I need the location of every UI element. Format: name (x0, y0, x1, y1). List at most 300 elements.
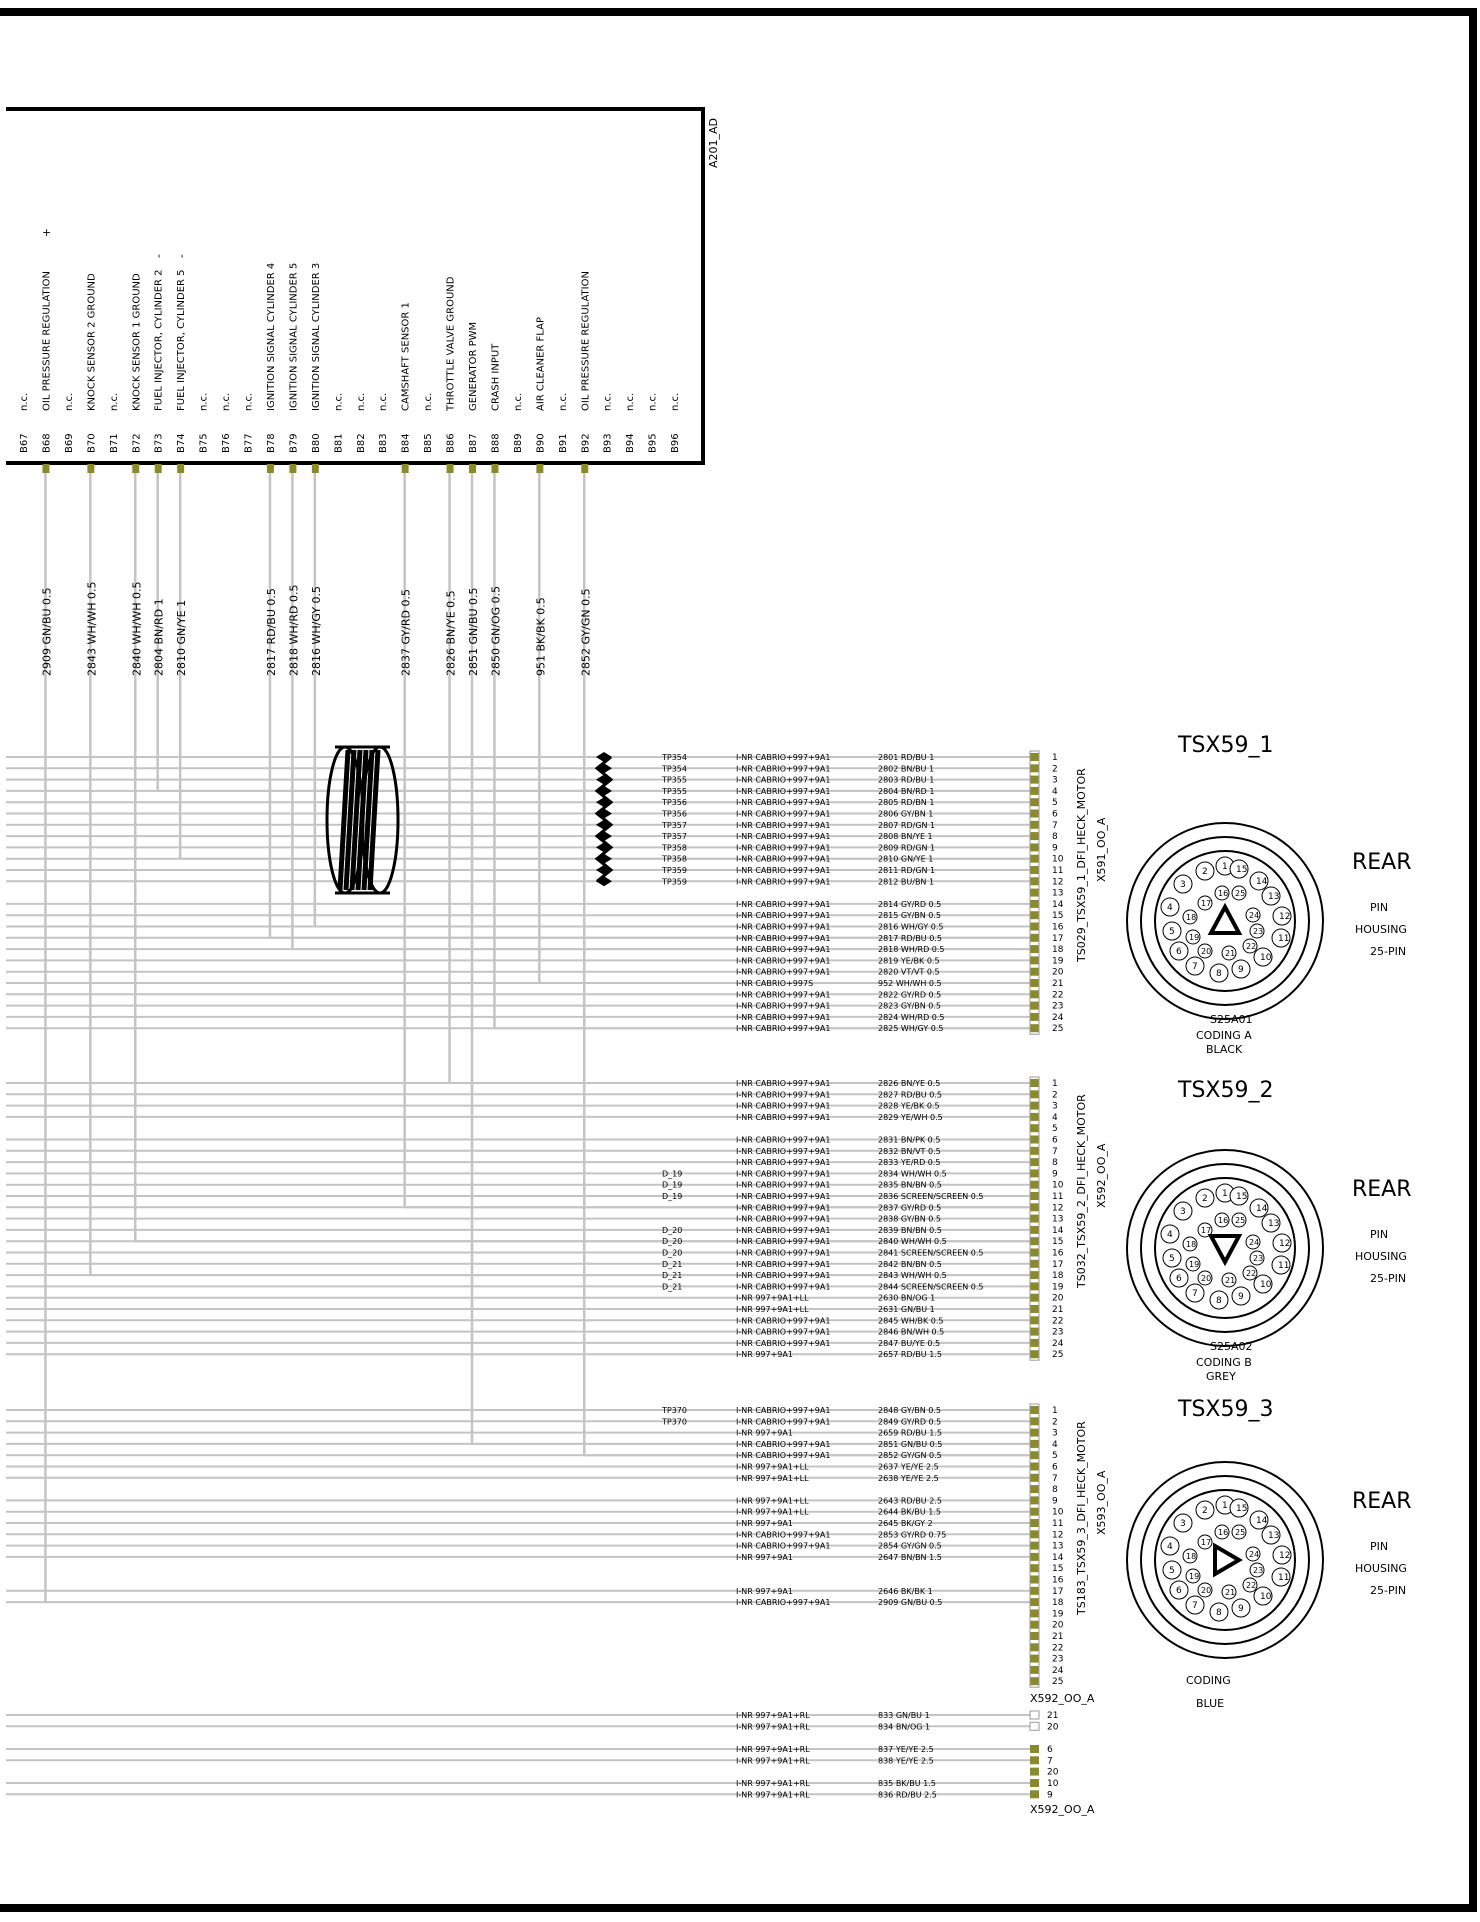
connector-title: TSX59_3 (1178, 1397, 1274, 1422)
connector-pin-hole-number: 1 (1222, 1189, 1228, 1199)
connector-pin-hole-number: 23 (1253, 1566, 1264, 1575)
pin-terminal (1030, 1282, 1039, 1290)
pin-terminal (1030, 1339, 1039, 1347)
harness-label: I-NR CABRIO+997+9A1 (736, 1598, 831, 1608)
coding-arrow (1211, 1236, 1239, 1262)
connector-pin-number: 17 (1052, 933, 1064, 944)
ecu-pin-b77: B77 (243, 433, 255, 453)
connector-pin-number: 17 (1052, 1586, 1064, 1597)
extra-pin-terminal (1030, 1722, 1039, 1730)
ecu-pin-b91: B91 (557, 433, 569, 453)
connector-pin-number: 22 (1052, 1316, 1064, 1327)
ecu-pin-b67: B67 (19, 433, 30, 453)
connector-pin-hole-number: 1 (1222, 862, 1228, 872)
wire-spec: 2808 BN/YE 1 (878, 832, 933, 842)
ecu-pin-label-b90: AIR CLEANER FLAP (535, 317, 547, 411)
connector-pin-number: 20 (1052, 1620, 1064, 1631)
pin-terminal (1030, 1451, 1039, 1459)
wire-spec: 952 WH/WH 0.5 (878, 979, 942, 988)
harness-label: I-NR CABRIO+997+9A1 (736, 922, 831, 932)
pin-terminal (1030, 956, 1039, 964)
ecu-pin-label-b76: n.c. (221, 392, 233, 411)
connector-pin-number: 12 (1052, 877, 1064, 888)
connector-pin-number: 9 (1052, 843, 1058, 854)
connector-pin-hole-number: 15 (1236, 865, 1248, 875)
wire-spec: 2801 RD/BU 1 (878, 753, 935, 762)
ecu-pin-terminal (402, 464, 409, 473)
pin-terminal (1030, 877, 1039, 885)
ecu-pin-terminal (312, 464, 319, 473)
ecu-pin-b85: B85 (423, 433, 435, 453)
wire-spec: 2802 BN/BU 1 (878, 764, 935, 774)
connector-pin-number: 5 (1052, 798, 1058, 809)
connector-pin-hole-number: 20 (1201, 1586, 1212, 1595)
connector-pin-number: 25 (1052, 1350, 1064, 1361)
wire-spec: 2630 BN/OG 1 (878, 1293, 936, 1303)
extra-group-xlabel: X592_OO_A (1030, 1692, 1095, 1705)
ecu-pin-b81: B81 (333, 433, 345, 453)
splice-node (596, 763, 612, 773)
ecu-pin-label-b88: CRASH INPUT (490, 343, 502, 411)
connector-pin-number: 7 (1052, 1146, 1058, 1157)
pin-terminal (1030, 798, 1039, 806)
harness-label: I-NR 997+9A1 (736, 1552, 793, 1562)
connector-pin-hole-number: 17 (1201, 1538, 1212, 1547)
ecu-pin-terminal (87, 464, 94, 473)
pin-terminal (1030, 1666, 1039, 1674)
connector-pin-hole-number: 19 (1189, 1260, 1200, 1269)
harness-label: I-NR CABRIO+997+9A1 (736, 945, 831, 955)
pin-terminal (1030, 1203, 1039, 1211)
wire-spec: 2637 YE/YE 2.5 (878, 1462, 939, 1472)
connector-pin-hole-number: 23 (1253, 927, 1264, 936)
wire-labels (40, 582, 592, 676)
pin-terminal (1030, 1079, 1039, 1087)
connector-info: PIN (1370, 901, 1389, 914)
splice-label: TP357 (662, 820, 687, 830)
connector-pin-number: 24 (1052, 1012, 1064, 1023)
pin-terminal (1030, 1519, 1039, 1527)
wire-spec: 2852 GY/GN 0.5 (878, 1451, 942, 1461)
wire-spec: 2644 BK/BU 1.5 (878, 1507, 941, 1517)
connector-pin-hole-number: 25 (1235, 1528, 1246, 1537)
connector-pin-number: 6 (1052, 1135, 1058, 1146)
connector-pin-number: 20 (1052, 1293, 1064, 1304)
wire-spec: 2843 WH/WH 0.5 (878, 1271, 947, 1281)
pin-terminal (1030, 1002, 1039, 1010)
extra-pin-terminal (1030, 1756, 1039, 1764)
pin-terminal (1030, 1350, 1039, 1358)
ecu-pin-label-b79: IGNITION SIGNAL CYLINDER 5 (288, 262, 300, 411)
ecu-wire-label: 2826 BN/YE 0.5 (444, 590, 458, 676)
splice-label: D_20 (662, 1225, 683, 1235)
pin-terminal (1030, 900, 1039, 908)
ecu-pin-label-b70: KNOCK SENSOR 2 GROUND (86, 273, 98, 411)
connector-part-number: S25A02 (1210, 1340, 1253, 1353)
wire-spec: 2805 RD/BN 1 (878, 798, 935, 808)
connector-pin-number: 2 (1052, 1417, 1058, 1428)
connector-pin-number: 19 (1052, 956, 1064, 967)
connector-rear-label: REAR (1352, 850, 1412, 875)
pin-terminal (1030, 1271, 1039, 1279)
pin-terminal (1030, 911, 1039, 919)
pin-terminal (1030, 1226, 1039, 1234)
splice-label: TP354 (662, 753, 687, 762)
wire-spec: 2839 BN/BN 0.5 (878, 1225, 942, 1235)
connector-pin-hole-number: 11 (1278, 1261, 1290, 1271)
pin-terminal (1030, 1158, 1039, 1166)
connector-pin-hole-number: 13 (1268, 1531, 1280, 1541)
pin-terminal (1030, 889, 1039, 897)
wire-spec: 2838 GY/BN 0.5 (878, 1214, 942, 1224)
pin-terminal (1030, 1643, 1039, 1651)
connector-title: TSX59_1 (1178, 733, 1274, 758)
extra-wire-spec: 838 YE/YE 2.5 (878, 1756, 934, 1766)
connector-pin-hole-number: 25 (1235, 1216, 1246, 1225)
ecu-pin-label-b74: FUEL INJECTOR, CYLINDER 5 (176, 269, 188, 411)
connector-pin-number: 4 (1052, 1112, 1058, 1123)
connector-pin-hole-number: 20 (1201, 1274, 1212, 1283)
harness-label: I-NR CABRIO+997+9A1 (736, 832, 831, 842)
ecu-pin-label-b71: n.c. (108, 392, 120, 411)
wire-spec: 2851 GN/BU 0.5 (878, 1439, 943, 1449)
ecu-pin-terminal (155, 464, 162, 473)
ecu-pin-b93: B93 (602, 433, 614, 453)
connector-pin-number: 13 (1052, 1214, 1064, 1225)
harness-label: I-NR 997+9A1 (736, 1519, 793, 1528)
ecu-pin-b83: B83 (378, 433, 390, 453)
ecu-pin-label-b84: CAMSHAFT SENSOR 1 (400, 302, 412, 411)
connector-pin-number: 23 (1052, 1327, 1064, 1338)
connector-pin-hole-number: 24 (1249, 911, 1260, 920)
ecu-pin-label-b80: IGNITION SIGNAL CYLINDER 3 (310, 262, 322, 411)
connector-pin-number: 18 (1052, 945, 1064, 956)
wire-spec: 2825 WH/GY 0.5 (878, 1024, 944, 1034)
connector-pin-number: 10 (1052, 1507, 1064, 1518)
ecu-pin-b74: B74 (176, 433, 188, 453)
pin-terminal (1030, 1013, 1039, 1021)
ecu-pin-label-b94: n.c. (625, 392, 637, 411)
wire-spec: 2837 GY/RD 0.5 (878, 1203, 942, 1213)
ecu-wire-label: 2850 GN/OG 0.5 (489, 585, 503, 676)
connector-pin-number: 20 (1052, 967, 1064, 978)
connector-xlabel: X592_OO_A (1095, 1143, 1108, 1208)
wire-spec: 2659 RD/BU 1.5 (878, 1428, 942, 1438)
connector-pin-hole-number: 10 (1260, 953, 1272, 963)
connector-pin-number: 3 (1052, 1101, 1058, 1112)
splice-label: TP357 (662, 832, 687, 842)
wire-spec: 2827 RD/BU 0.5 (878, 1090, 942, 1100)
connector-coding: CODING B (1196, 1356, 1252, 1369)
connector-pin-number: 24 (1052, 1665, 1064, 1676)
ecu-pin-terminal (132, 464, 139, 473)
harness-label: I-NR CABRIO+997+9A1 (736, 798, 831, 808)
connector-pin-number: 6 (1052, 1462, 1058, 1473)
harness-label: I-NR CABRIO+997+9A1 (736, 809, 831, 819)
ecu-pin-terminal (581, 464, 588, 473)
pin-terminal (1030, 1587, 1039, 1595)
extra-harness-label: I-NR 997+9A1+RL (736, 1779, 810, 1788)
wire-spec: 2833 YE/RD 0.5 (878, 1158, 941, 1168)
connector-pin-hole-number: 23 (1253, 1254, 1264, 1263)
wire-spec: 2849 GY/RD 0.5 (878, 1417, 942, 1427)
pin-terminal (1030, 1024, 1039, 1032)
wire-spec: 2854 GY/GN 0.5 (878, 1541, 942, 1551)
harness-label: I-NR CABRIO+997+9A1 (736, 1451, 831, 1461)
ecu-wire-label: 951 BK/BK 0.5 (534, 597, 548, 676)
ecu-pin-terminal (491, 464, 498, 473)
connector-pin-number: 25 (1052, 1024, 1064, 1035)
ecu-pin-label-b96: n.c. (670, 392, 682, 411)
wire-spec: 2631 GN/BU 1 (878, 1305, 935, 1314)
ecu-pin-b76: B76 (221, 433, 233, 453)
connector-pin-number: 18 (1052, 1271, 1064, 1282)
splice-label: TP359 (662, 877, 687, 887)
splice-label: D_20 (662, 1248, 683, 1258)
splice-label: TP354 (662, 764, 687, 774)
connector-vertical-label: TS183_TSX59_3_DFI_HECK_MOTOR (1075, 1421, 1088, 1615)
wire-spec: 2848 GY/BN 0.5 (878, 1406, 942, 1415)
pin-terminal (1030, 1294, 1039, 1302)
pin-terminal (1030, 1316, 1039, 1324)
harness-label: I-NR CABRIO+997+9A1 (736, 911, 831, 921)
connector-pin-number: 13 (1052, 888, 1064, 899)
connector-pin-hole-number: 17 (1201, 1226, 1212, 1235)
connector-pin-number: 7 (1052, 1473, 1058, 1484)
wire-spec: 2844 SCREEN/SCREEN 0.5 (878, 1282, 984, 1292)
connector-pin-hole-number: 3 (1180, 880, 1186, 890)
connector-pin-hole-number: 12 (1279, 912, 1291, 922)
ecu-pin-label-b91: n.c. (557, 392, 569, 411)
ecu-pin-b80: B80 (310, 433, 322, 453)
extra-pin-number: 7 (1047, 1756, 1053, 1767)
connector-pin-number: 1 (1052, 1079, 1058, 1089)
harness-label: I-NR CABRIO+997+9A1 (736, 1225, 831, 1235)
ecu-pin-b68: B68 (41, 433, 53, 453)
ecu-wire-label: 2818 WH/RD 0.5 (287, 584, 301, 676)
extra-pin-terminal (1030, 1711, 1039, 1719)
connector-pin-hole-number: 5 (1169, 1566, 1175, 1576)
wire-spec: 2820 VT/VT 0.5 (878, 967, 940, 977)
pin-terminal (1030, 934, 1039, 942)
connector-pin-number: 3 (1052, 1428, 1058, 1439)
wire-spec: 2824 WH/RD 0.5 (878, 1012, 945, 1022)
pin-terminal (1030, 1609, 1039, 1617)
pin-terminal (1030, 764, 1039, 772)
ecu-pin-terminal (536, 464, 543, 473)
extra-harness-label: I-NR 997+9A1+RL (736, 1756, 810, 1766)
splice-label: TP370 (662, 1417, 687, 1427)
connector-pin-number: 2 (1052, 764, 1058, 775)
ecu-pin-label-b75: n.c. (198, 392, 210, 411)
connector-info: PIN (1370, 1228, 1389, 1241)
harness-label: I-NR CABRIO+997+9A1 (736, 1237, 831, 1247)
ecu-pin-b90: B90 (535, 433, 547, 453)
connector-title: TSX59_2 (1178, 1078, 1274, 1103)
connector-pin-hole-number: 4 (1167, 1542, 1173, 1552)
pin-terminal (1030, 1305, 1039, 1313)
connector-pin-hole-number: 13 (1268, 892, 1280, 902)
harness-label: I-NR 997+9A1 (736, 1428, 793, 1438)
wire-spec: 2840 WH/WH 0.5 (878, 1237, 947, 1247)
connector-pin-number: 11 (1052, 1519, 1064, 1529)
ecu-wire-label: 2817 RD/BU 0.5 (264, 588, 278, 676)
extra-wire-spec: 834 BN/OG 1 (878, 1722, 931, 1732)
ecu-wire-label: 2852 GY/GN 0.5 (579, 588, 593, 676)
connector-pin-number: 15 (1052, 1564, 1064, 1575)
wire-spec: 2812 BU/BN 1 (878, 877, 935, 887)
connector-pin-hole-number: 8 (1216, 1608, 1222, 1618)
connector-pin-number: 15 (1052, 1237, 1064, 1248)
connector-pin-hole-number: 10 (1260, 1592, 1272, 1602)
harness-label: I-NR 997+9A1+LL (736, 1507, 809, 1517)
splice-label: TP356 (662, 798, 687, 808)
pin-terminal (1030, 990, 1039, 998)
splice-node (596, 752, 612, 762)
extra-harness-label: I-NR 997+9A1+RL (736, 1790, 810, 1800)
connector-pin-number: 21 (1052, 1305, 1064, 1315)
connector-pin-hole-number: 15 (1236, 1192, 1248, 1202)
connector-pin-hole-number: 2 (1202, 867, 1208, 877)
connector-info: PIN (1370, 1540, 1389, 1553)
harness-label: I-NR CABRIO+997+9A1 (736, 1024, 831, 1034)
connector-info: HOUSING (1355, 1562, 1407, 1575)
ecu-pin-b86: B86 (445, 433, 457, 453)
pin-terminal (1030, 1508, 1039, 1516)
harness-label: I-NR CABRIO+997+9A1 (736, 956, 831, 966)
connector-pin-number: 23 (1052, 1654, 1064, 1665)
splice-label: TP370 (662, 1406, 687, 1415)
harness-label: I-NR CABRIO+997+9A1 (736, 1439, 831, 1449)
wire-spec: 2811 RD/GN 1 (878, 866, 936, 875)
harness-label: I-NR CABRIO+997+9A1 (736, 1146, 831, 1156)
connector-pin-number: 4 (1052, 786, 1058, 797)
connector-pin-number: 5 (1052, 1124, 1058, 1135)
pin-terminal (1030, 1576, 1039, 1584)
ecu-wire-label: 2851 GN/BU 0.5 (467, 587, 480, 676)
connector-pin-number: 18 (1052, 1598, 1064, 1609)
pin-terminal (1030, 1564, 1039, 1572)
connector-pin-number: 3 (1052, 775, 1058, 786)
connector-pin-number: 21 (1052, 1632, 1064, 1642)
ecu-wire-label: 2804 BN/RD 1 (152, 598, 166, 676)
extra-group-xlabel: X592_OO_A (1030, 1803, 1095, 1816)
harness-label: I-NR CABRIO+997+9A1 (736, 1214, 831, 1224)
ecu-pin-b84: B84 (400, 433, 412, 453)
harness-label: I-NR CABRIO+997+9A1 (736, 843, 831, 853)
harness-label: I-NR CABRIO+997+9A1 (736, 854, 831, 864)
wire-spec: 2810 GN/YE 1 (878, 854, 934, 864)
splice-label: TP356 (662, 809, 687, 819)
ecu-pin-label-b69: n.c. (63, 392, 75, 411)
harness-label: I-NR CABRIO+997+9A1 (736, 1112, 831, 1122)
wire-spec: 2822 GY/RD 0.5 (878, 990, 942, 1000)
pin-terminal (1030, 1417, 1039, 1425)
extra-pin-terminal (1030, 1768, 1039, 1776)
pin-terminal (1030, 1598, 1039, 1606)
ecu-pin-b71: B71 (108, 433, 120, 453)
ecu-minus-mark-b74: - (175, 254, 188, 258)
connector-coding: BLACK (1206, 1043, 1243, 1056)
ecu-wire-label: 2909 GN/BU 0.5 (40, 587, 54, 676)
connector-coding: GREY (1206, 1370, 1236, 1383)
pin-terminal (1030, 1406, 1039, 1414)
connector-pin-number: 14 (1052, 899, 1064, 910)
ecu-wire-label: 2837 GY/RD 0.5 (399, 589, 413, 676)
harness-label: I-NR 997+9A1 (736, 1350, 793, 1360)
wire-spec: 2841 SCREEN/SCREEN 0.5 (878, 1248, 984, 1258)
harness-label: I-NR CABRIO+997+9A1 (736, 1158, 831, 1168)
wire-spec: 2804 BN/RD 1 (878, 786, 935, 796)
harness-label: I-NR CABRIO+997+9A1 (736, 877, 831, 887)
ecu-pin-b72: B72 (131, 433, 143, 453)
connector-rear-label: REAR (1352, 1489, 1412, 1514)
wire-spec: 2814 GY/RD 0.5 (878, 899, 942, 909)
ecu-pin-label-b82: n.c. (355, 392, 367, 411)
splice-label: D_21 (662, 1271, 683, 1281)
harness-label: I-NR CABRIO+997+9A1 (736, 1203, 831, 1213)
connector-pin-hole-number: 16 (1218, 889, 1229, 898)
ecu-pin-terminal (267, 464, 274, 473)
connector-pin-hole-number: 14 (1256, 1204, 1268, 1214)
splice-node (596, 786, 612, 796)
pin-terminal (1030, 1147, 1039, 1155)
connector-pin-number: 17 (1052, 1259, 1064, 1270)
pin-terminal (1030, 1136, 1039, 1144)
extra-pin-number: 21 (1047, 1711, 1059, 1721)
wire-spec: 2853 GY/RD 0.75 (878, 1530, 947, 1540)
ecu-wire-label: 2843 WH/WH 0.5 (85, 581, 99, 676)
connector-pin-hole-number: 3 (1180, 1207, 1186, 1217)
connector-pin-number: 23 (1052, 1001, 1064, 1012)
connector-pin-hole-number: 7 (1192, 962, 1198, 972)
wire-spec: 2845 WH/BK 0.5 (878, 1316, 944, 1326)
splice-node (596, 831, 612, 841)
pin-terminal (1030, 787, 1039, 795)
splice-node (596, 842, 612, 852)
ecu-plus-mark: + (42, 226, 52, 239)
pin-terminal (1030, 1655, 1039, 1663)
harness-label: I-NR CABRIO+997+9A1 (736, 1541, 831, 1551)
pin-terminal (1030, 968, 1039, 976)
pin-terminal (1030, 1090, 1039, 1098)
extra-pin-number: 6 (1047, 1745, 1053, 1755)
connector-pin-hole-number: 16 (1218, 1528, 1229, 1537)
pin-terminal (1030, 1169, 1039, 1177)
connector-rear-label: REAR (1352, 1177, 1412, 1202)
ecu-pin-terminal (289, 464, 296, 473)
connector-pin-number: 14 (1052, 1552, 1064, 1563)
coding-arrow (1211, 907, 1239, 933)
pin-terminal (1030, 821, 1039, 829)
harness-label: I-NR 997+9A1+LL (736, 1293, 809, 1303)
wire-spec: 2809 RD/GN 1 (878, 843, 936, 853)
wire-spec: 2815 GY/BN 0.5 (878, 911, 942, 921)
splice-node (596, 876, 612, 886)
pin-terminal (1030, 855, 1039, 863)
ecu-pin-b69: B69 (63, 433, 75, 453)
wire-spec: 2832 BN/VT 0.5 (878, 1146, 941, 1156)
connector-pin-hole-number: 4 (1167, 1230, 1173, 1240)
wire-spec: 2829 YE/WH 0.5 (878, 1112, 943, 1122)
connector-pin-number: 16 (1052, 1575, 1064, 1586)
wire-spec: 2806 GY/BN 1 (878, 809, 934, 819)
connector-coding: CODING (1186, 1674, 1231, 1687)
connector-pin-number: 9 (1052, 1496, 1058, 1507)
extra-harness-label: I-NR 997+9A1+RL (736, 1745, 810, 1754)
connector-pin-number: 10 (1052, 854, 1064, 865)
pin-terminal (1030, 923, 1039, 931)
